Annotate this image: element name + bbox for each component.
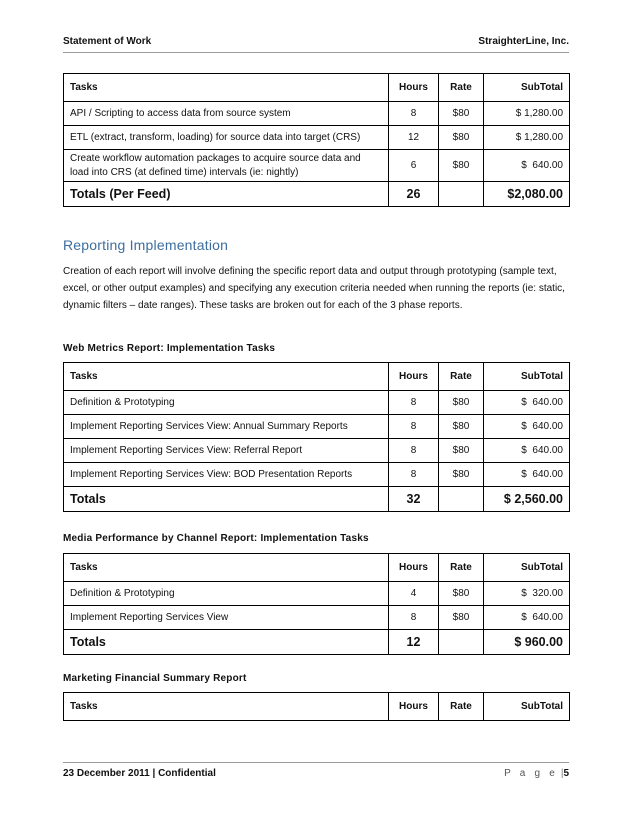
subtotal-cell: $ 640.00 bbox=[484, 463, 570, 487]
task-cell: API / Scripting to access data from source system bbox=[64, 102, 389, 126]
rate-cell: $80 bbox=[439, 463, 484, 487]
rate-cell: $80 bbox=[439, 582, 484, 606]
column-header-hours: Hours bbox=[389, 363, 439, 391]
feed-tasks-table bbox=[63, 73, 570, 207]
column-header-rate: Rate bbox=[439, 554, 484, 582]
hours-cell: 12 bbox=[389, 126, 439, 150]
totals-rate bbox=[439, 630, 484, 655]
rate-cell: $80 bbox=[439, 415, 484, 439]
hours-cell: 6 bbox=[389, 150, 439, 182]
table-header-row bbox=[64, 554, 570, 582]
header-divider bbox=[63, 52, 569, 53]
column-header-subtotal: SubTotal bbox=[484, 554, 570, 582]
task-cell: Implement Reporting Services View bbox=[64, 606, 389, 630]
column-header-hours: Hours bbox=[389, 693, 439, 721]
totals-label: Totals bbox=[64, 487, 389, 512]
subtotal-cell: $ 640.00 bbox=[484, 391, 570, 415]
totals-row bbox=[64, 487, 570, 512]
page-label: P a g e bbox=[504, 768, 559, 779]
table-row bbox=[64, 415, 570, 439]
header-company-name: StraighterLine, Inc. bbox=[478, 36, 569, 47]
table-row bbox=[64, 463, 570, 487]
task-cell: Implement Reporting Services View: Annual Summary Reports bbox=[64, 415, 389, 439]
totals-label: Totals (Per Feed) bbox=[64, 182, 389, 207]
subtotal-cell: $ 640.00 bbox=[484, 606, 570, 630]
subtotal-cell: $ 640.00 bbox=[484, 150, 570, 182]
task-cell: ETL (extract, transform, loading) for source data into target (CRS) bbox=[64, 126, 389, 150]
task-cell: Implement Reporting Services View: BOD Presentation Reports bbox=[64, 463, 389, 487]
table-row bbox=[64, 391, 570, 415]
column-header-tasks: Tasks bbox=[64, 693, 389, 721]
subtotal-cell: $ 1,280.00 bbox=[484, 126, 570, 150]
media-performance-table bbox=[63, 553, 570, 655]
reporting-description: Creation of each report will involve defining the specific report data and output through prototyping (sample text, excel, or other output examples) and specifying any execution criteria needed when running the reports (ie: static, dynamic filters – date ranges). These tasks are broken out for each of the 3 phase reports. bbox=[63, 266, 565, 311]
table-header-row bbox=[64, 693, 570, 721]
hours-cell: 8 bbox=[389, 391, 439, 415]
table-row bbox=[64, 606, 570, 630]
marketing-financial-heading: Marketing Financial Summary Report bbox=[63, 673, 247, 684]
column-header-hours: Hours bbox=[389, 74, 439, 102]
totals-rate bbox=[439, 182, 484, 207]
table-header-row bbox=[64, 363, 570, 391]
totals-subtotal: $ 960.00 bbox=[484, 630, 570, 655]
hours-cell: 8 bbox=[389, 439, 439, 463]
table-header-row bbox=[64, 74, 570, 102]
hours-cell: 8 bbox=[389, 606, 439, 630]
column-header-tasks: Tasks bbox=[64, 74, 389, 102]
subtotal-cell: $ 320.00 bbox=[484, 582, 570, 606]
totals-label: Totals bbox=[64, 630, 389, 655]
column-header-subtotal: SubTotal bbox=[484, 363, 570, 391]
rate-cell: $80 bbox=[439, 606, 484, 630]
column-header-subtotal: SubTotal bbox=[484, 74, 570, 102]
rate-cell: $80 bbox=[439, 126, 484, 150]
table-row bbox=[64, 150, 570, 182]
rate-cell: $80 bbox=[439, 391, 484, 415]
totals-hours: 12 bbox=[389, 630, 439, 655]
table-row bbox=[64, 126, 570, 150]
hours-cell: 8 bbox=[389, 415, 439, 439]
hours-cell: 8 bbox=[389, 102, 439, 126]
column-header-hours: Hours bbox=[389, 554, 439, 582]
task-cell: Definition & Prototyping bbox=[64, 582, 389, 606]
task-cell: Definition & Prototyping bbox=[64, 391, 389, 415]
subtotal-cell: $ 1,280.00 bbox=[484, 102, 570, 126]
header-document-title: Statement of Work bbox=[63, 36, 152, 47]
media-performance-heading: Media Performance by Channel Report: Implementation Tasks bbox=[63, 533, 369, 544]
rate-cell: $80 bbox=[439, 102, 484, 126]
subtotal-cell: $ 640.00 bbox=[484, 415, 570, 439]
totals-row bbox=[64, 630, 570, 655]
marketing-financial-table bbox=[63, 692, 570, 721]
table-row bbox=[64, 582, 570, 606]
section-title-reporting: Reporting Implementation bbox=[63, 237, 229, 253]
column-header-rate: Rate bbox=[439, 693, 484, 721]
column-header-rate: Rate bbox=[439, 363, 484, 391]
totals-hours: 26 bbox=[389, 182, 439, 207]
rate-cell: $80 bbox=[439, 439, 484, 463]
footer-date-confidential: 23 December 2011 | Confidential bbox=[63, 768, 216, 779]
totals-hours: 32 bbox=[389, 487, 439, 512]
totals-subtotal: $ 2,560.00 bbox=[484, 487, 570, 512]
column-header-rate: Rate bbox=[439, 74, 484, 102]
totals-row bbox=[64, 182, 570, 207]
task-cell: Create workflow automation packages to acquire source data and load into CRS (at defined time) intervals (ie: nightly) bbox=[64, 150, 389, 182]
table-row bbox=[64, 102, 570, 126]
hours-cell: 8 bbox=[389, 463, 439, 487]
footer-page-indicator bbox=[504, 768, 569, 779]
web-metrics-table bbox=[63, 362, 570, 512]
web-metrics-heading: Web Metrics Report: Implementation Tasks bbox=[63, 343, 276, 354]
subtotal-cell: $ 640.00 bbox=[484, 439, 570, 463]
column-header-subtotal: SubTotal bbox=[484, 693, 570, 721]
column-header-tasks: Tasks bbox=[64, 554, 389, 582]
page-number: 5 bbox=[563, 768, 569, 779]
column-header-tasks: Tasks bbox=[64, 363, 389, 391]
page-separator: | bbox=[560, 768, 564, 779]
totals-rate bbox=[439, 487, 484, 512]
footer-divider bbox=[63, 762, 569, 763]
totals-subtotal: $2,080.00 bbox=[484, 182, 570, 207]
rate-cell: $80 bbox=[439, 150, 484, 182]
task-cell: Implement Reporting Services View: Referral Report bbox=[64, 439, 389, 463]
table-row bbox=[64, 439, 570, 463]
hours-cell: 4 bbox=[389, 582, 439, 606]
